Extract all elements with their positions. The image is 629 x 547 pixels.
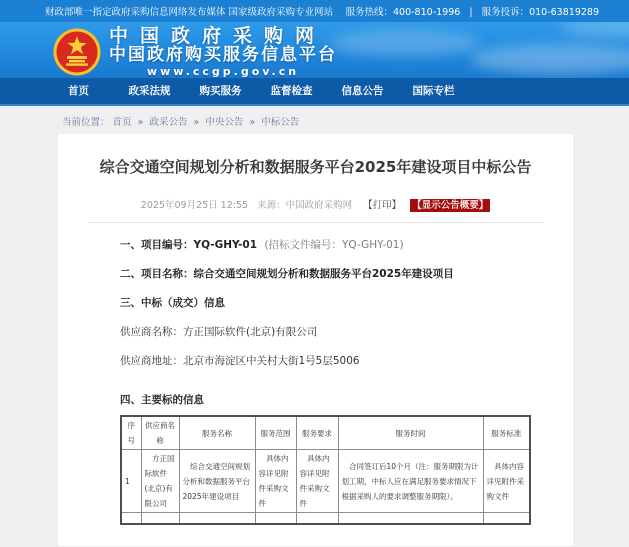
table-empty-cell — [338, 513, 483, 524]
summary-toggle-button[interactable]: 【显示公告概要】 — [412, 200, 489, 211]
table-empty-cell — [483, 513, 530, 524]
divider — [88, 222, 543, 223]
print-button[interactable]: 【打印】 — [363, 200, 402, 211]
project-number-label: 一、项目编号： — [120, 239, 194, 251]
service-complaint: 服务投诉：010-63819289 — [481, 7, 599, 18]
nav-item-announcements[interactable]: 信息公告 — [341, 85, 384, 97]
site-name: 中国政府采购网 — [109, 25, 327, 47]
cell-service-standard: 具体内容详见附件采购文件 — [483, 450, 530, 513]
nav-item-regulations[interactable]: 政采法规 — [128, 85, 171, 97]
cloud-decoration — [560, 22, 629, 38]
col-header-service-name: 服务名称 — [179, 416, 255, 450]
topbar-slogan: 财政部唯一指定政府采购信息网络发布媒体 国家级政府采购专业网站 — [45, 7, 334, 18]
main-nav — [0, 78, 629, 106]
site-subtitle: 中国政府购买服务信息平台 — [109, 45, 337, 65]
breadcrumb-separator: » — [137, 117, 144, 128]
cell-service-time: 合同签订后10个月（注：服务期限为计划工期，中标人应在满足服务要求情况下根据采购人的要求调整服务期限）。 — [338, 450, 483, 513]
col-header-service-time: 服务时间 — [338, 416, 483, 450]
project-number-value: YQ-GHY-01 — [193, 239, 258, 251]
nav-item-international[interactable]: 国际专栏 — [412, 85, 455, 97]
breadcrumb — [62, 114, 629, 128]
nav-item-procure-services[interactable]: 购买服务 — [199, 85, 242, 97]
cloud-decoration — [330, 30, 480, 56]
breadcrumb-home[interactable]: 首页 — [112, 117, 132, 128]
cell-service-name: 综合交通空间规划分析和数据服务平台2025年建设项目 — [179, 450, 255, 513]
cell-service-requirement: 具体内容详见附件采购文件 — [296, 450, 338, 513]
col-header-seq: 序号 — [121, 416, 141, 450]
main-subject-heading: 四、主要标的信息 — [120, 394, 204, 406]
site-header — [0, 22, 629, 78]
project-number-line — [120, 239, 549, 252]
supplier-name-line: 供应商名称：方正国际软件(北京)有限公司 — [120, 326, 318, 338]
cell-supplier: 方正国际软件(北京)有限公司 — [141, 450, 179, 513]
table-empty-cell — [296, 513, 338, 524]
breadcrumb-separator: » — [249, 117, 256, 128]
tender-doc-number: (招标文件编号：YQ-GHY-01) — [264, 239, 404, 251]
table-empty-cell — [121, 513, 141, 524]
table-row — [121, 450, 530, 513]
cloud-decoration — [470, 44, 629, 74]
subject-info-table — [120, 415, 531, 525]
award-info-heading: 三、中标（成交）信息 — [120, 297, 225, 309]
page-title: 综合交通空间规划分析和数据服务平台2025年建设项目中标公告 — [99, 158, 532, 176]
topbar-contacts — [340, 4, 600, 18]
table-empty-cell — [179, 513, 255, 524]
project-name-line — [120, 268, 549, 281]
article-meta — [82, 197, 549, 211]
article-card — [58, 134, 573, 546]
topbar-divider: | — [469, 7, 473, 18]
project-name-value: 综合交通空间规划分析和数据服务平台2025年建设项目 — [193, 268, 454, 280]
breadcrumb-gov-announcements[interactable]: 政采公告 — [149, 117, 188, 128]
nav-item-home[interactable]: 首页 — [68, 85, 89, 97]
brand-text — [109, 26, 337, 78]
supplier-address-line: 供应商地址：北京市海淀区中关村大街1号5层5006 — [120, 355, 360, 367]
project-name-label: 二、项目名称： — [120, 268, 194, 280]
nav-item-supervision[interactable]: 监督检查 — [270, 85, 313, 97]
cell-seq: 1 — [121, 450, 141, 513]
site-logo[interactable] — [53, 26, 337, 78]
topbar — [0, 0, 629, 22]
table-empty-cell — [141, 513, 179, 524]
table-header-row — [121, 416, 530, 450]
article-source: 来源：中国政府采购网 — [257, 200, 353, 211]
col-header-supplier: 供应商名称 — [141, 416, 179, 450]
breadcrumb-central-announcements[interactable]: 中央公告 — [205, 117, 244, 128]
site-url: www.ccgp.gov.cn — [146, 65, 300, 78]
col-header-service-scope: 服务范围 — [255, 416, 296, 450]
breadcrumb-separator: » — [193, 117, 200, 128]
breadcrumb-label: 当前位置： — [62, 117, 110, 128]
table-empty-row — [121, 513, 530, 524]
service-hotline: 服务热线：400-810-1996 — [345, 7, 461, 18]
breadcrumb-award-announcements[interactable]: 中标公告 — [261, 117, 300, 128]
col-header-service-standard: 服务标准 — [483, 416, 530, 450]
table-empty-cell — [255, 513, 296, 524]
cell-service-scope: 具体内容详见附件采购文件 — [255, 450, 296, 513]
col-header-service-requirement: 服务要求 — [296, 416, 338, 450]
publish-datetime: 2025年09月25日 12:55 — [140, 200, 249, 211]
national-emblem-icon — [53, 28, 101, 76]
